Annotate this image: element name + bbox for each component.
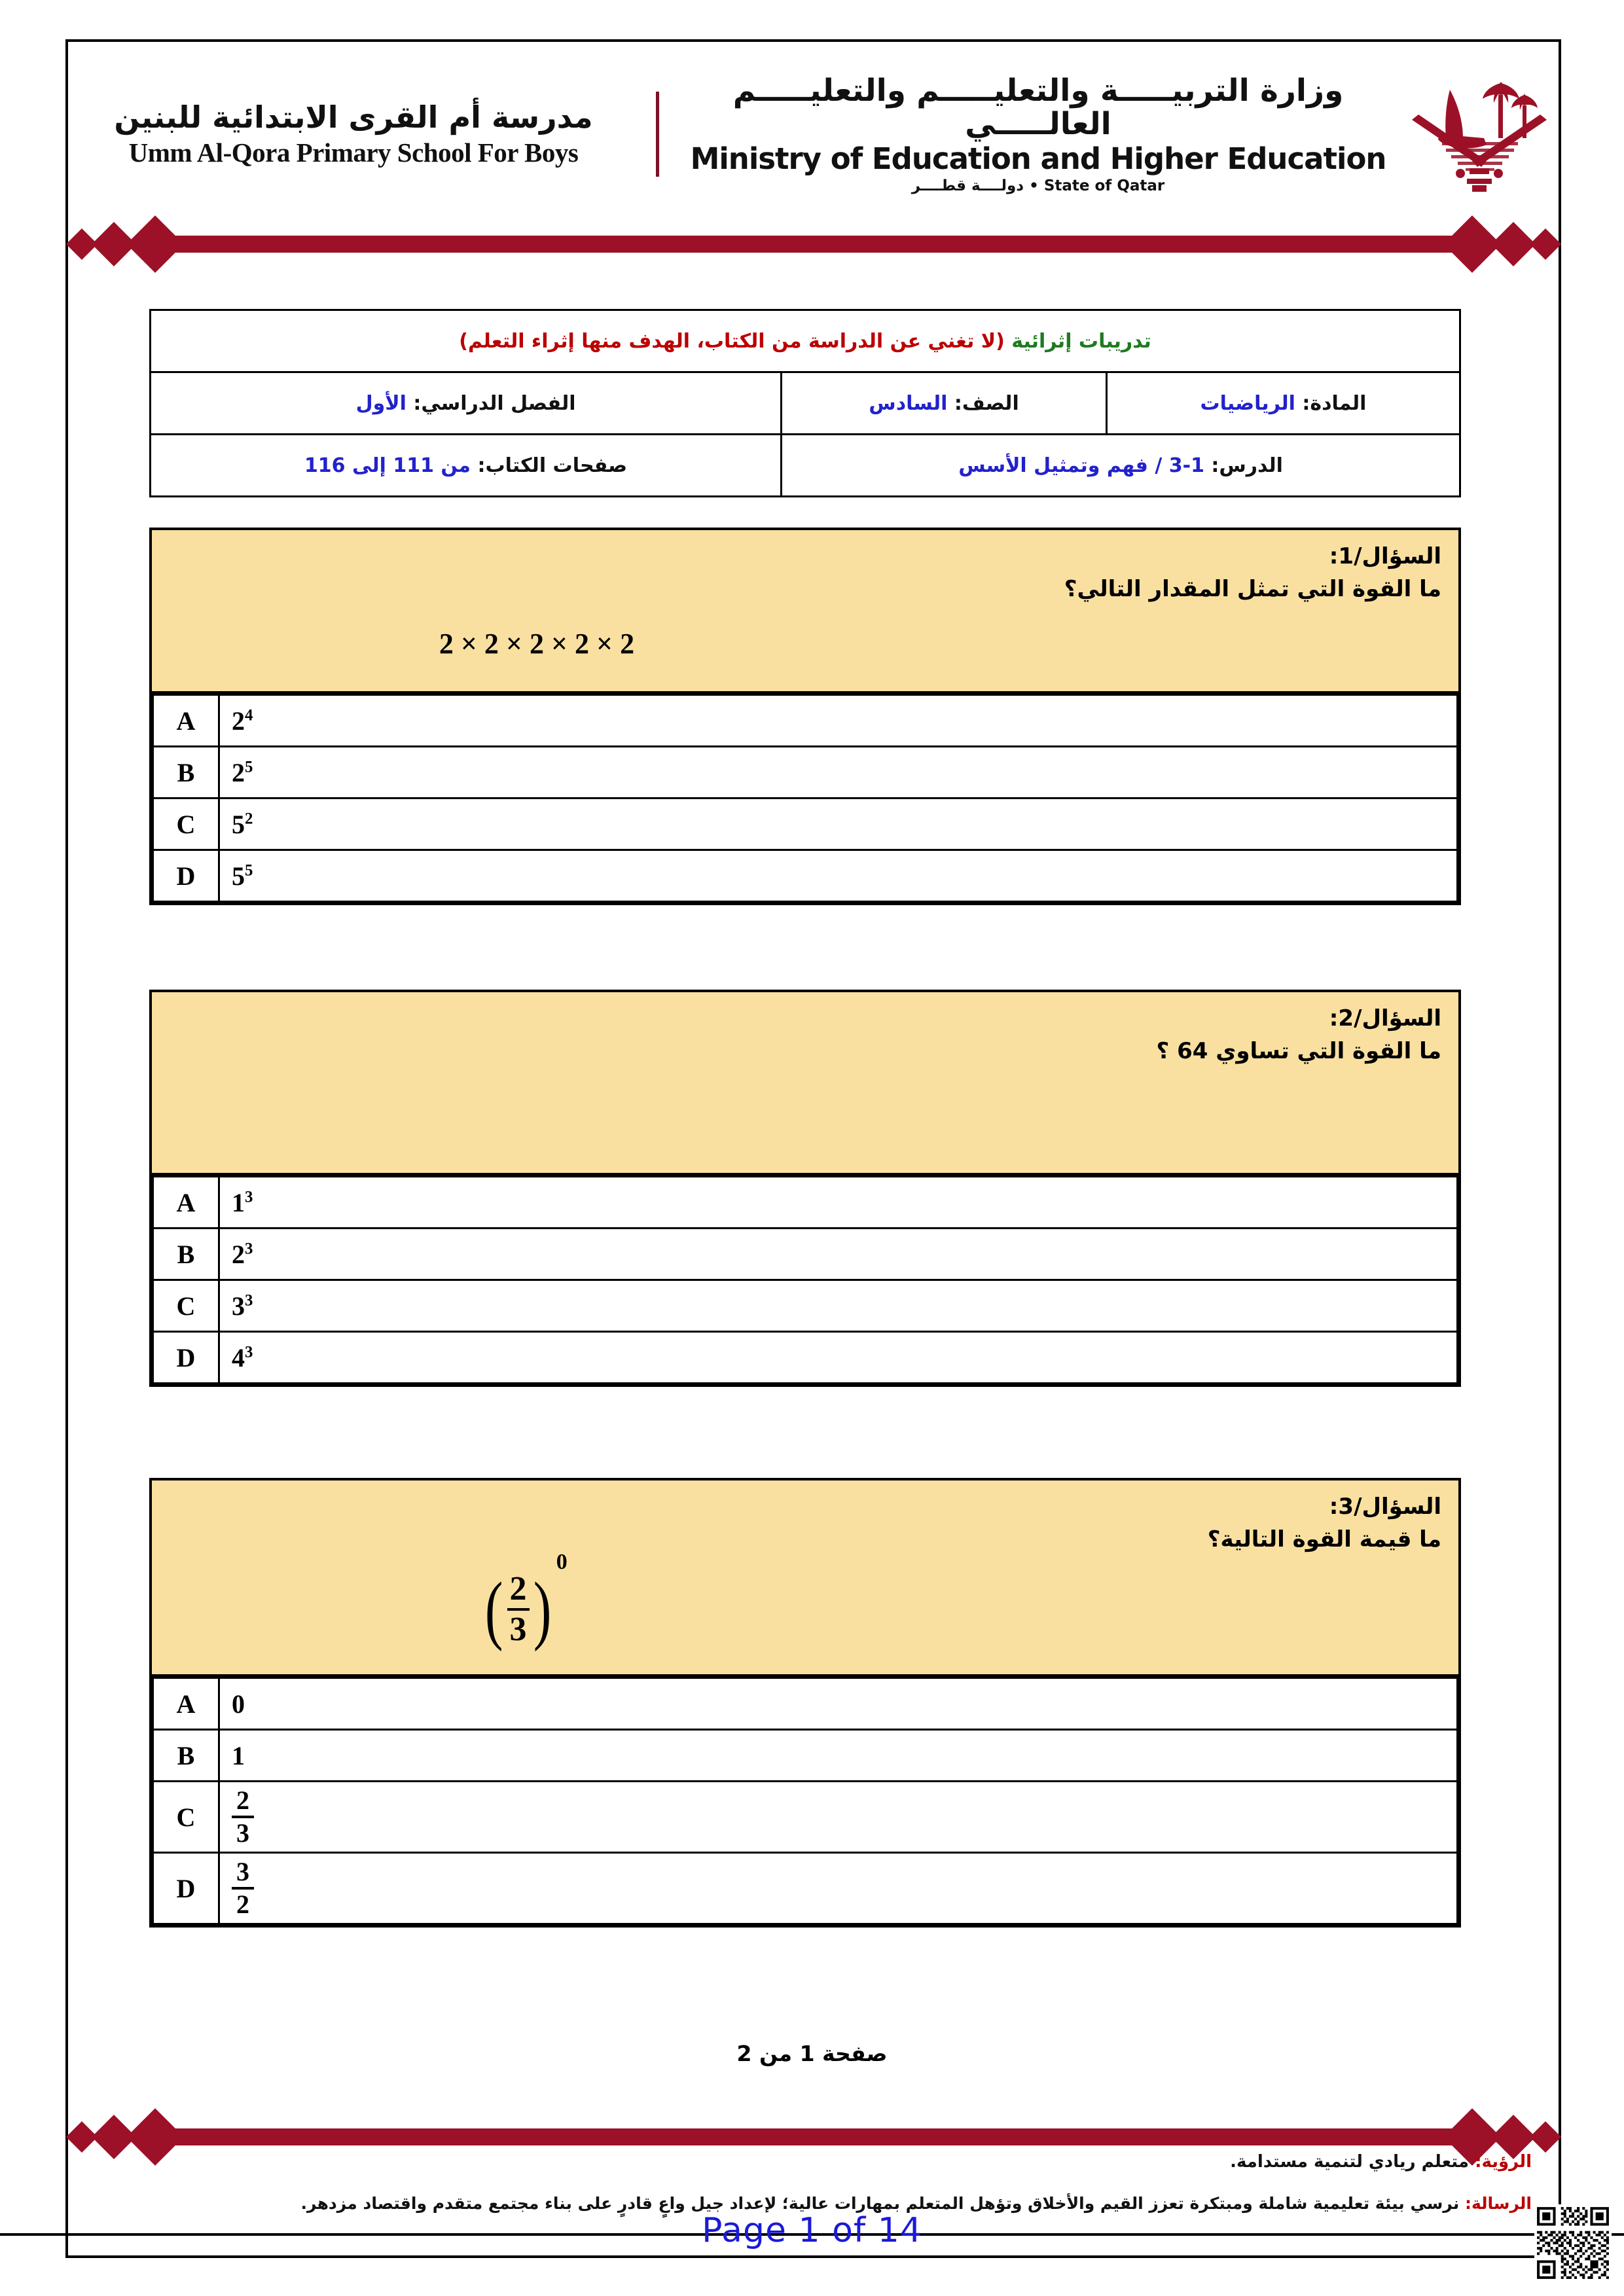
qr-code-icon (1534, 2204, 1612, 2282)
subject-cell (1106, 372, 1460, 435)
book-pages-cell (151, 435, 782, 497)
diamond-icon (1530, 228, 1561, 260)
option-row[interactable] (153, 1280, 1458, 1332)
option-value[interactable] (219, 695, 1458, 747)
option-row[interactable] (153, 798, 1458, 850)
option-row[interactable] (153, 1229, 1458, 1280)
question-2-title: السؤال/2: (1329, 1005, 1441, 1031)
fraction-numerator: 2 (509, 1570, 527, 1607)
fraction (232, 1859, 254, 1918)
question-1-expression: 2 × 2 × 2 × 2 × 2 (439, 627, 635, 660)
mission-statement (105, 2194, 1532, 2213)
option-row[interactable] (153, 695, 1458, 747)
option-exponent: 3 (245, 1291, 253, 1310)
question-1-title: السؤال/1: (1329, 543, 1441, 569)
fraction-numerator: 2 (236, 1785, 249, 1815)
option-value[interactable] (219, 1782, 1458, 1853)
enrichment-banner-green: تدريبات إثرائية (1011, 329, 1151, 353)
state-name-english: State of Qatar (1043, 177, 1165, 195)
fraction-denominator: 3 (236, 1818, 249, 1848)
school-identity (72, 100, 648, 168)
option-letter: A (153, 695, 219, 747)
option-letter: D (153, 850, 219, 902)
question-3-title: السؤال/3: (1329, 1494, 1441, 1520)
fraction (232, 1787, 254, 1846)
option-base: 3 (232, 1291, 245, 1321)
masthead-divider (656, 92, 659, 177)
lesson-value: 1-3 / فهم وتمثيل الأسس (958, 454, 1204, 477)
fraction-power-expression (481, 1549, 568, 1652)
option-letter: C (153, 798, 219, 850)
question-3-prompt: ما قيمة القوة التالية؟ (1207, 1526, 1441, 1552)
question-1-prompt: ما القوة التي تمثل المقدار التالي؟ (1064, 575, 1441, 602)
question-1-header (152, 530, 1458, 694)
option-row[interactable] (153, 1332, 1458, 1384)
school-name-english: Umm Al-Qora Primary School For Boys (128, 137, 579, 168)
state-bullet: • (1029, 177, 1044, 195)
decorative-bar (175, 2128, 1452, 2145)
grade-label: الصف: (954, 391, 1019, 415)
question-3-header (152, 1480, 1458, 1677)
option-row[interactable] (153, 1782, 1458, 1853)
option-exponent: 2 (245, 810, 253, 828)
question-3-expression (169, 1549, 1441, 1652)
option-exponent: 3 (245, 1343, 253, 1361)
diamond-icon (1530, 2121, 1561, 2153)
school-name-arabic: مدرسة أم القرى الابتدائية للبنين (114, 99, 593, 135)
question-block-3 (149, 1478, 1461, 1928)
lesson-cell (782, 435, 1460, 497)
qatar-state-emblem-icon (1404, 69, 1555, 200)
ministry-state-line (684, 177, 1392, 194)
option-exponent: 3 (245, 1188, 253, 1206)
option-value[interactable]: 0 (219, 1678, 1458, 1730)
fraction (507, 1572, 530, 1647)
option-row[interactable] (153, 850, 1458, 902)
right-paren: ) (533, 1566, 551, 1652)
vision-statement (105, 2152, 1532, 2172)
page-count-arabic: صفحة 1 من 2 (736, 2041, 888, 2066)
question-3-options (152, 1677, 1458, 1925)
option-value[interactable] (219, 1332, 1458, 1384)
question-2-options (152, 1175, 1458, 1384)
option-letter: B (153, 1730, 219, 1782)
option-value[interactable] (219, 1853, 1458, 1924)
fraction-numerator: 3 (236, 1857, 249, 1886)
ministry-name-english: Ministry of Education and Higher Education (690, 141, 1386, 176)
term-label: الفصل الدراسي: (413, 391, 576, 415)
decorative-bar (175, 236, 1452, 253)
document-masthead (72, 65, 1555, 203)
option-value[interactable] (219, 1229, 1458, 1280)
option-value[interactable] (219, 747, 1458, 798)
page-of-label: Page 1 of 14 (702, 2211, 922, 2250)
ministry-identity (677, 74, 1392, 195)
mission-text: نرسي بيئة تعليمية شاملة ومبتكرة تعزز القيم والأخلاق وتؤهل المتعلم بمهارات عالية؛ لإعداد جيل واعٍ قادرٍ على بناء مجتمع متقدم واقتصاد مزدهر. (300, 2194, 1465, 2213)
option-letter: A (153, 1678, 219, 1730)
vision-label: الرؤية: (1475, 2152, 1532, 2172)
option-letter: D (153, 1332, 219, 1384)
table-row (151, 372, 1460, 435)
question-2-prompt: ما القوة التي تساوي 64 ؟ (1156, 1037, 1441, 1064)
book-pages-label: صفحات الكتاب: (477, 454, 628, 477)
option-value[interactable] (219, 1177, 1458, 1229)
option-row[interactable] (153, 747, 1458, 798)
term-cell (151, 372, 782, 435)
option-value[interactable] (219, 850, 1458, 902)
option-letter: C (153, 1280, 219, 1332)
table-row (151, 310, 1460, 372)
lesson-label: الدرس: (1211, 454, 1283, 477)
book-pages-value: من 111 إلى 116 (304, 454, 471, 477)
table-row (151, 435, 1460, 497)
fraction-denominator: 3 (509, 1610, 527, 1648)
option-value[interactable]: 1 (219, 1730, 1458, 1782)
question-block-1 (149, 528, 1461, 905)
ministry-name-arabic: وزارة التربيـــــة والتعليـــــم والتعليـــــم العالـــــي (732, 72, 1344, 143)
option-letter: C (153, 1782, 219, 1853)
option-value[interactable] (219, 798, 1458, 850)
option-row[interactable] (153, 1177, 1458, 1229)
option-base: 4 (232, 1342, 245, 1372)
lesson-info-table (149, 309, 1461, 497)
header-decorative-rule (71, 216, 1557, 272)
option-base: 2 (232, 757, 245, 787)
diamond-icon (1491, 222, 1536, 266)
mission-label: الرسالة: (1464, 2194, 1532, 2213)
grade-value: السادس (869, 391, 948, 415)
subject-label: المادة: (1302, 391, 1367, 415)
enrichment-banner-red: (لا تغني عن الدراسة من الكتاب، الهدف منها إثراء التعلم) (459, 329, 1005, 353)
question-block-2 (149, 990, 1461, 1387)
option-letter: D (153, 1853, 219, 1924)
grade-cell (782, 372, 1107, 435)
option-base: 2 (232, 706, 245, 736)
option-exponent: 3 (245, 1240, 253, 1258)
subject-value: الرياضيات (1200, 391, 1295, 415)
fraction-denominator: 2 (236, 1890, 249, 1919)
enrichment-banner-cell (151, 310, 1460, 372)
state-name-arabic: دولــــة قطــــر (911, 177, 1024, 195)
option-base: 1 (232, 1187, 245, 1217)
left-paren: ( (485, 1566, 503, 1652)
option-row[interactable] (153, 1678, 1458, 1730)
question-2-header (152, 992, 1458, 1175)
option-letter: B (153, 1229, 219, 1280)
option-row[interactable] (153, 1853, 1458, 1924)
question-1-options (152, 694, 1458, 903)
option-letter: A (153, 1177, 219, 1229)
fraction-exponent: 0 (556, 1549, 568, 1574)
option-row[interactable] (153, 1730, 1458, 1782)
option-letter: B (153, 747, 219, 798)
option-base: 5 (232, 861, 245, 891)
option-base: 2 (232, 1239, 245, 1269)
option-exponent: 5 (245, 758, 253, 776)
vision-text: متعلم ريادي لتنمية مستدامة. (1230, 2152, 1475, 2172)
diamond-icon (126, 215, 184, 273)
option-exponent: 4 (245, 706, 253, 725)
option-base: 5 (232, 809, 245, 839)
option-value[interactable] (219, 1280, 1458, 1332)
term-value: الأول (355, 391, 406, 415)
option-exponent: 5 (245, 861, 253, 880)
